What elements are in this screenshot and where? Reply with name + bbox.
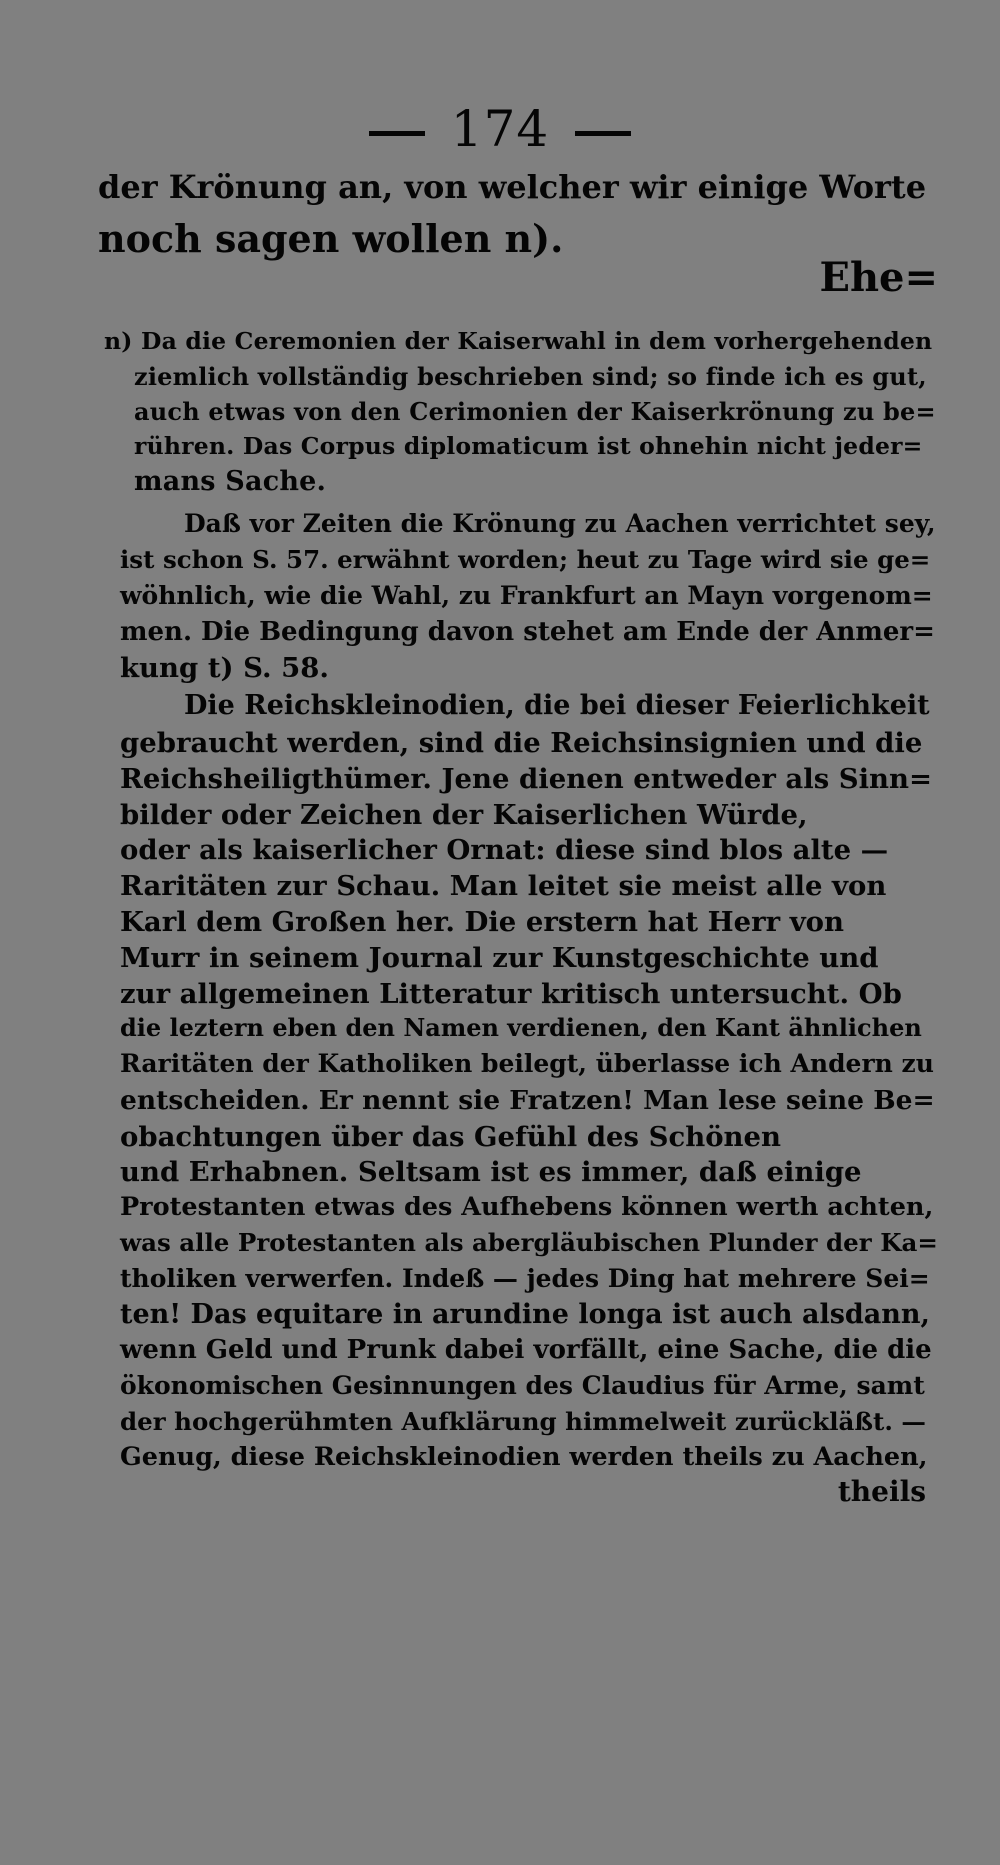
catchword-bottom: theils	[837, 1475, 926, 1508]
paragraph-line: zur allgemeinen Litteratur kritisch untersucht. Ob	[120, 978, 902, 1010]
paragraph-line: kung t) S. 58.	[120, 652, 330, 684]
footnote-line: auch etwas von den Cerimonien der Kaiserkrönung zu be=	[134, 397, 936, 426]
paragraph-line: ist schon S. 57. erwähnt worden; heut zu Tage wird sie ge=	[120, 545, 931, 574]
paragraph-line: und Erhabnen. Seltsam ist es immer, daß einige	[120, 1156, 862, 1188]
footnote-line: mans Sache.	[134, 466, 327, 497]
text-line: der Krönung an, von welcher wir einige Worte	[98, 168, 927, 206]
page-number: 174	[450, 100, 550, 158]
paragraph-line: wenn Geld und Prunk dabei vorfällt, eine Sache, die die	[120, 1335, 932, 1365]
paragraph-line: ökonomischen Gesinnungen des Claudius für Arme, samt	[120, 1371, 925, 1400]
paragraph-line: obachtungen über das Gefühl des Schönen	[120, 1121, 782, 1153]
paragraph-line: Protestanten etwas des Aufhebens können werth achten,	[120, 1192, 934, 1222]
paragraph-line: ten! Das equitare in arundine longa ist auch alsdann,	[120, 1299, 930, 1330]
paragraph-line: tholiken verwerfen. Indeß — jedes Ding hat mehrere Sei=	[120, 1264, 930, 1293]
header-dash-left	[369, 131, 425, 136]
text-line: noch sagen wollen n).	[98, 216, 564, 261]
page-header	[0, 100, 1000, 158]
footnote-line: n) Da die Ceremonien der Kaiserwahl in dem vorhergehenden	[104, 327, 933, 355]
paragraph-line: men. Die Bedingung davon stehet am Ende der Anmer=	[120, 617, 935, 647]
paragraph-line: entscheiden. Er nennt sie Fratzen! Man lese seine Be=	[120, 1085, 935, 1116]
header-dash-right	[575, 131, 631, 136]
paragraph-line: Die Reichskleinodien, die bei dieser Feierlichkeit	[184, 690, 930, 721]
paragraph-line: Murr in seinem Journal zur Kunstgeschichte und	[120, 942, 879, 974]
catchword-top: Ehe=	[819, 254, 938, 301]
paragraph-line: der hochgerühmten Aufklärung himmelweit zurückläßt. —	[120, 1407, 926, 1436]
paragraph-line: bilder oder Zeichen der Kaiserlichen Würde,	[120, 799, 808, 831]
footnote-line: rühren. Das Corpus diplomaticum ist ohnehin nicht jeder=	[134, 432, 923, 460]
paragraph-line: Raritäten zur Schau. Man leitet sie meist alle von	[120, 870, 887, 902]
paragraph-line: Raritäten der Katholiken beilegt, überlasse ich Andern zu	[120, 1049, 934, 1078]
paragraph-line: oder als kaiserlicher Ornat: diese sind blos alte —	[120, 834, 889, 866]
paragraph-line: Genug, diese Reichskleinodien werden theils zu Aachen,	[120, 1442, 928, 1472]
paragraph-line: Karl dem Großen her. Die erstern hat Herr von	[120, 906, 845, 938]
paragraph-line: wöhnlich, wie die Wahl, zu Frankfurt an Mayn vorgenom=	[120, 581, 933, 610]
paragraph-line: Reichsheiligthümer. Jene dienen entweder als Sinn=	[120, 763, 933, 795]
footnote-line: ziemlich vollständig beschrieben sind; so finde ich es gut,	[134, 362, 927, 391]
paragraph-line: die leztern eben den Namen verdienen, den Kant ähnlichen	[120, 1013, 922, 1042]
paragraph-line: was alle Protestanten als abergläubischen Plunder der Ka=	[120, 1228, 938, 1257]
paragraph-line: gebraucht werden, sind die Reichsinsignien und die	[120, 727, 923, 759]
paragraph-line: Daß vor Zeiten die Krönung zu Aachen verrichtet sey,	[184, 509, 936, 538]
